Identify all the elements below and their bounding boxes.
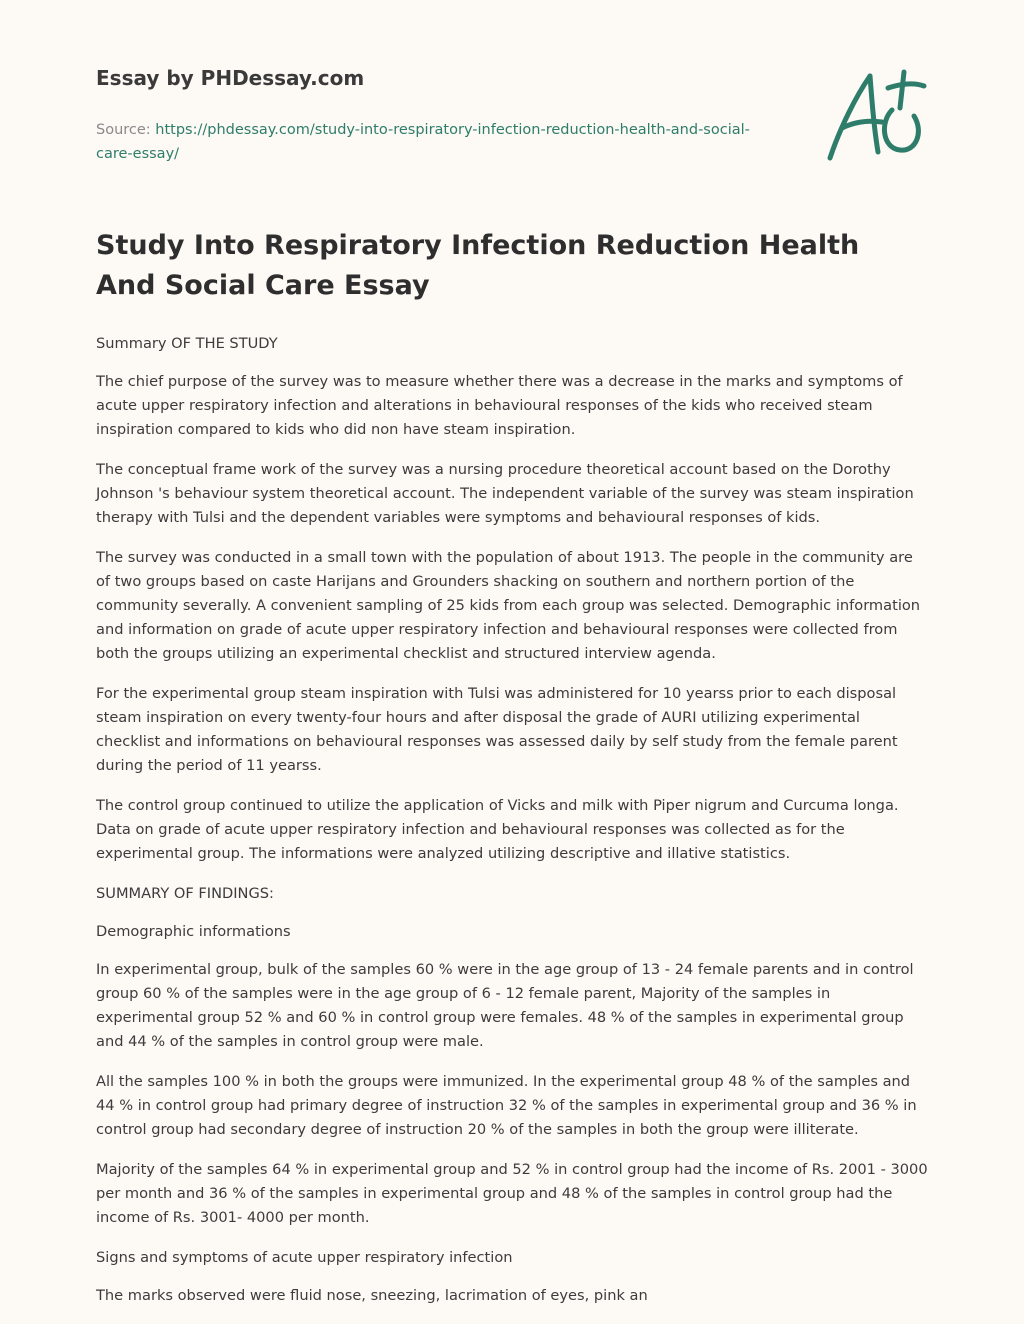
a-plus-logo-icon bbox=[820, 66, 930, 166]
source-line bbox=[96, 118, 776, 166]
site-title: Essay by PHDessay.com bbox=[96, 66, 365, 90]
paragraph: Demographic informations bbox=[96, 923, 291, 940]
source-label: Source: bbox=[96, 122, 156, 138]
paragraph: For the experimental group steam inspiration with Tulsi was administered for 10 yearss prior to each disposal steam inspiration on every twenty-four hours and after disposal the grade of AURI utilizing experimental checklist and informations on behavioural responses was assessed daily by self study from the female parent during the period of 11 yearss. bbox=[96, 685, 898, 774]
paragraph: The marks observed were fluid nose, sneezing, lacrimation of eyes, pink an bbox=[96, 1287, 648, 1304]
essay-content bbox=[96, 226, 928, 1324]
paragraph: Signs and symptoms of acute upper respiratory infection bbox=[96, 1249, 513, 1266]
paragraph: Summary OF THE STUDY bbox=[96, 335, 278, 352]
paragraph: Majority of the samples 64 % in experimental group and 52 % in control group had the income of Rs. 2001 - 3000 per month and 36 % of the samples in experimental group and 48 % of the samples in control group had the income of Rs. 3001- 4000 per month. bbox=[96, 1161, 928, 1226]
paragraph: SUMMARY OF FINDINGS: bbox=[96, 885, 274, 902]
paragraph: The conceptual frame work of the survey was a nursing procedure theoretical account based on the Dorothy Johnson 's behaviour system theoretical account. The independent variable of the survey was steam inspiration therapy with Tulsi and the dependent variables were symptoms and behavioural responses of kids. bbox=[96, 461, 914, 526]
paragraph: The survey was conducted in a small town with the population of about 1913. The people in the community are of two groups based on caste Harijans and Grounders shacking on southern and northern portion of the community severally. A convenient sampling of 25 kids from each group was selected. Demographic information and information on grade of acute upper respiratory infection and behavioural responses were collected from both the groups utilizing an experimental checklist and structured interview agenda. bbox=[96, 549, 921, 662]
paragraph: The control group continued to utilize the application of Vicks and milk with Piper nigrum and Curcuma longa. Data on grade of acute upper respiratory infection and behavioural responses was collected as for the experimental group. The informations were analyzed utilizing descriptive and illative statistics. bbox=[96, 797, 899, 862]
paragraph: The chief purpose of the survey was to measure whether there was a decrease in the marks and symptoms of acute upper respiratory infection and alterations in behavioural responses of the kids who received steam inspiration compared to kids who did non have steam inspiration. bbox=[96, 373, 903, 438]
a-plus-logo-graphic bbox=[820, 66, 930, 166]
page-header bbox=[96, 64, 776, 166]
paragraph: In experimental group, bulk of the samples 60 % were in the age group of 13 - 24 female parents and in control group 60 % of the samples were in the age group of 6 - 12 female parent, Majority of the samples in experimental group 52 % and 60 % in control group were females. 48 % of the samples in experimental group and 44 % of the samples in control group were male. bbox=[96, 961, 914, 1050]
essay-title: Study Into Respiratory Infection Reduction Health And Social Care Essay bbox=[96, 230, 860, 301]
paragraph: All the samples 100 % in both the groups were immunized. In the experimental group 48 % of the samples and 44 % in control group had primary degree of instruction 32 % of the samples in experimental group and 36 % in control group had secondary degree of instruction 20 % of the samples in both the group were illiterate. bbox=[96, 1073, 917, 1138]
source-link[interactable]: https://phdessay.com/study-into-respiratory-infection-reduction-health-and-social-care-essay/ bbox=[96, 122, 750, 162]
